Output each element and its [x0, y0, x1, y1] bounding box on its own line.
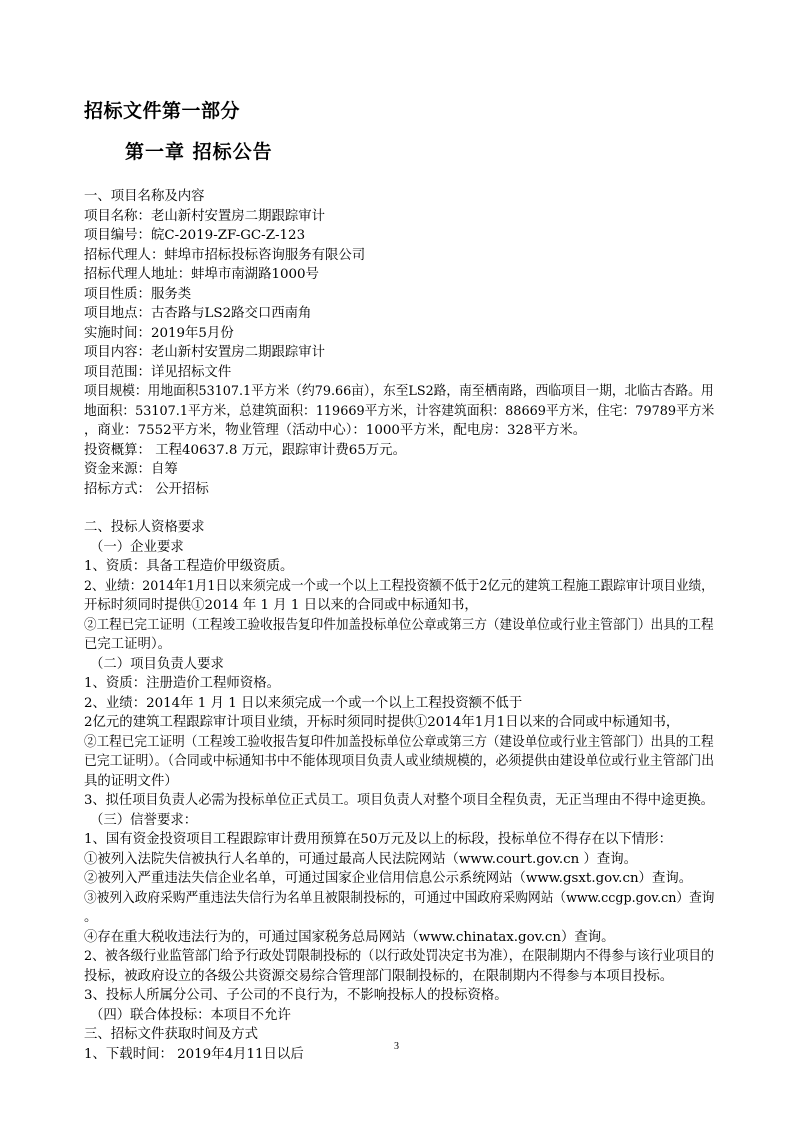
notice-body [84, 187, 714, 1064]
body-line: 投资概算： 工程40637.8 万元，跟踪审计费65万元。 [84, 442, 406, 458]
body-line: 地面积：53107.1平方米，总建筑面积：119669平方米，计容建筑面积：88669平方米，住宅：79789平方米 [84, 403, 715, 419]
body-line: ①被列入法院失信被执行人名单的，可通过最高人民法院网站（www.court.gov.cn ）查询。 [84, 851, 638, 867]
body-line: 项目名称：老山新村安置房二期跟踪审计 [84, 208, 326, 224]
body-line: 招标代理人：蚌埠市招标投标咨询服务有限公司 [84, 247, 366, 263]
section-heading: 一、项目名称及内容 [84, 189, 205, 204]
body-line: 1、国有资金投资项目工程跟踪审计费用预算在50万元及以上的标段，投标单位不得存在以下情形： [84, 832, 672, 847]
body-line: 1、下载时间： 2019年4月11日以后 [84, 1046, 304, 1062]
part-title: 招标文件第一部分 [84, 100, 241, 122]
subsection-heading: （一）企业要求 [90, 539, 184, 555]
section-heading: 三、招标文件获取时间及方式 [84, 1027, 259, 1042]
body-line: 已完工证明）。 [84, 637, 172, 652]
body-line: 。 [84, 910, 98, 925]
body-line: ，商业：7552平方米，物业管理（活动中心）：1000平方米，配电房：328平方米。 [84, 423, 587, 438]
subsection-heading: （二）项目负责人要求 [90, 656, 224, 672]
subsection-heading: （四）联合体投标：本项目不允许 [90, 1007, 291, 1023]
body-line: 项目地点：古杏路与LS2路交口西南角 [84, 306, 312, 321]
body-line: 开标时须同时提供①2014 年 1 月 1 日以来的合同或中标通知书， [84, 598, 478, 613]
body-line: ③被列入政府采购严重违法失信行为名单且被限制投标的，可通过中国政府采购网站（www.ccgp.gov.cn）查询 [84, 890, 715, 906]
body-line: ②工程已完工证明（工程竣工验收报告复印件加盖投标单位公章或第三方（建设单位或行业主管部门）出具的工程 [84, 617, 714, 633]
body-line: 3、投标人所属分公司、子公司的不良行为，不影响投标人的投标资格。 [84, 988, 508, 1003]
subsection-heading: （三）信誉要求： [90, 812, 198, 828]
body-line: 2、被各级行业监管部门给予行政处罚限制投标的（以行政处罚决定书为准），在限制期内不得参与该行业项目的 [84, 949, 714, 964]
body-line: 2、业绩：2014年 1 月 1 日以来须完成一个或一个以上工程投资额不低于 [84, 695, 523, 711]
body-line: 招标方式： 公开招标 [84, 481, 209, 497]
body-line: 2亿元的建筑工程跟踪审计项目业绩，开标时须同时提供①2014年1月1日以来的合同或中标通知书， [84, 715, 680, 730]
body-line: 已完工证明）。（合同或中标通知书中不能体现项目负责人或业绩规模的，必须提供由建设单位或行业主管部门出 [84, 754, 715, 769]
section-heading: 二、投标人资格要求 [84, 520, 205, 535]
body-line: 具的证明文件） [84, 773, 178, 789]
body-line: ②被列入严重违法失信企业名单，可通过国家企业信用信息公示系统网站（www.gsxt.gov.cn）查询。 [84, 871, 693, 886]
body-line: 招标代理人地址：蚌埠市南湖路1000号 [84, 267, 319, 282]
body-line: 项目编号：皖C-2019-ZF-GC-Z-123 [84, 228, 306, 243]
body-line: 投标，被政府设立的各级公共资源交易综合管理部门限制投标的，在限制期内不得参与本项目投标。 [84, 968, 674, 984]
body-line: 项目内容：老山新村安置房二期跟踪审计 [84, 345, 326, 360]
body-line: 项目性质：服务类 [84, 286, 192, 302]
body-line: ④存在重大税收违法行为的，可通过国家税务总局网站（www.chinatax.gov.cn）查询。 [84, 929, 615, 945]
body-line: 项目规模：用地面积53107.1平方米（约79.66亩），东至LS2路，南至栖南路，西临项目一期，北临古杏路。用 [84, 384, 714, 399]
chapter-title: 第一章 招标公告 [125, 141, 273, 163]
body-line: 3、拟任项目负责人必需为投标单位正式员工。项目负责人对整个项目全程负责，无正当理由不得中途更换。 [84, 793, 714, 808]
body-line: 项目范围：详见招标文件 [84, 364, 232, 380]
body-line: ②工程已完工证明（工程竣工验收报告复印件加盖投标单位公章或第三方（建设单位或行业主管部门）出具的工程 [84, 734, 714, 750]
page-number: 3 [394, 1041, 399, 1052]
body-line: 1、资质：具备工程造价甲级资质。 [84, 559, 294, 574]
body-line: 实施时间：2019年5月份 [84, 325, 234, 341]
body-line: 资金来源：自筹 [84, 462, 178, 477]
body-line: 1、资质：注册造价工程师资格。 [84, 676, 280, 691]
body-line: 2、业绩：2014年1月1日以来须完成一个或一个以上工程投资额不低于2亿元的建筑工程施工跟踪审计项目业绩， [84, 578, 714, 594]
